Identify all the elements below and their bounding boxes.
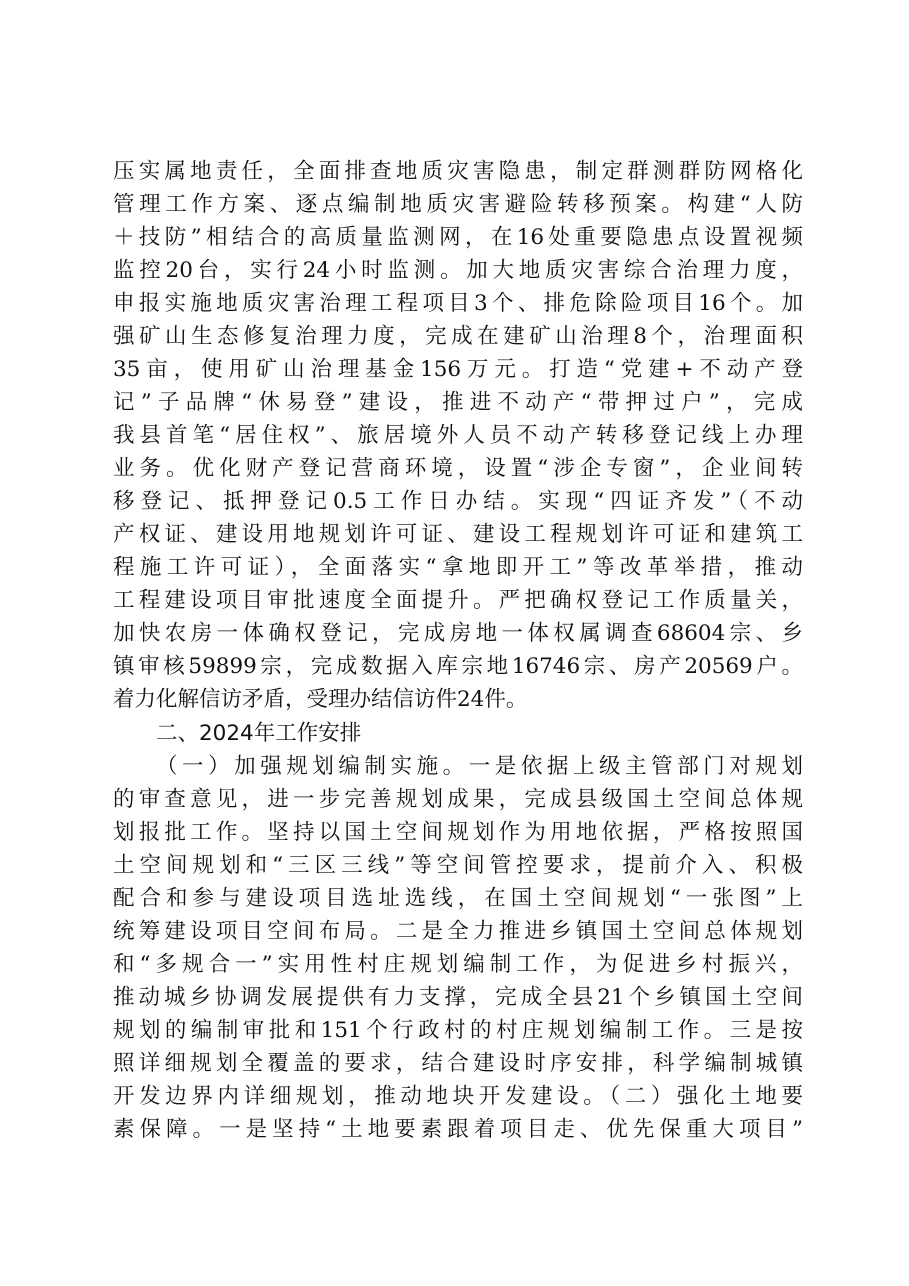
paragraph-line: 着力化解信访矛盾，受理办结信访件24件。 xyxy=(113,687,528,712)
paragraph-line: 开发边界内详细规划，推动地块开发建设。（二）强化土地要 xyxy=(113,1084,803,1109)
paragraph-line: 业务。优化财产登记营商环境，设置“涉企专窗”，企业间转 xyxy=(113,456,803,481)
paragraph-line: 强矿山生态修复治理力度，完成在建矿山治理8个，治理面积 xyxy=(113,324,803,349)
paragraph-line: 和“多规合一”实用性村庄规划编制工作，为促进乡村振兴， xyxy=(113,952,803,977)
paragraph-line: 照详细规划全覆盖的要求，结合建设时序安排，科学编制城镇 xyxy=(113,1051,803,1076)
paragraph-line: 加快农房一体确权登记，完成房地一体权属调查68604宗、乡 xyxy=(113,621,803,646)
paragraph-line: 的审查意见，进一步完善规划成果，完成县级国土空间总体规 xyxy=(113,787,803,812)
paragraph-line: 土空间规划和“三区三线”等空间管控要求，提前介入、积极 xyxy=(113,853,803,878)
paragraph-line: 记”子品牌“休易登”建设，推进不动产“带押过户”，完成 xyxy=(113,390,803,415)
paragraph-line: ＋技防”相结合的高质量监测网，在16处重要隐患点设置视频 xyxy=(113,225,803,250)
paragraph-line: 35亩，使用矿山治理基金156万元。打造“党建+不动产登 xyxy=(113,357,803,382)
paragraph-line: 申报实施地质灾害治理工程项目3个、排危除险项目16个。加 xyxy=(113,291,803,316)
paragraph-line: 镇审核59899宗，完成数据入库宗地16746宗、房产20569户。 xyxy=(113,654,803,679)
paragraph-line: 监控20台，实行24小时监测。加大地质灾害综合治理力度， xyxy=(113,258,803,283)
paragraph-line: （一）加强规划编制实施。一是依据上级主管部门对规划 xyxy=(156,754,803,779)
paragraph-line: 工程建设项目审批速度全面提升。严把确权登记工作质量关， xyxy=(113,588,803,613)
paragraph-line: 统筹建设项目空间布局。二是全力推进乡镇国土空间总体规划 xyxy=(113,919,803,944)
paragraph-line: 程施工许可证），全面落实“拿地即开工”等改革举措，推动 xyxy=(113,555,803,580)
paragraph-line: 推动城乡协调发展提供有力支撑，完成全县21个乡镇国土空间 xyxy=(113,985,803,1010)
paragraph-line: 我县首笔“居住权”、旅居境外人员不动产转移登记线上办理 xyxy=(113,423,803,448)
paragraph-line: 产权证、建设用地规划许可证、建设工程规划许可证和建筑工 xyxy=(113,522,803,547)
paragraph-line: 规划的编制审批和151个行政村的村庄规划编制工作。三是按 xyxy=(113,1018,803,1043)
section-heading: 二、2024年工作安排 xyxy=(156,721,362,746)
paragraph-line: 配合和参与建设项目选址选线，在国土空间规划“一张图”上 xyxy=(113,886,803,911)
paragraph-line: 素保障。一是坚持“土地要素跟着项目走、优先保重大项目” xyxy=(113,1117,803,1142)
paragraph-line: 移登记、抵押登记0.5工作日办结。实现“四证齐发”（不动 xyxy=(113,489,803,514)
paragraph-line: 压实属地责任，全面排查地质灾害隐患，制定群测群防网格化 xyxy=(113,159,803,184)
paragraph-line: 划报批工作。坚持以国土空间规划作为用地依据，严格按照国 xyxy=(113,820,803,845)
paragraph-line: 管理工作方案、逐点编制地质灾害避险转移预案。构建“人防 xyxy=(113,192,803,217)
